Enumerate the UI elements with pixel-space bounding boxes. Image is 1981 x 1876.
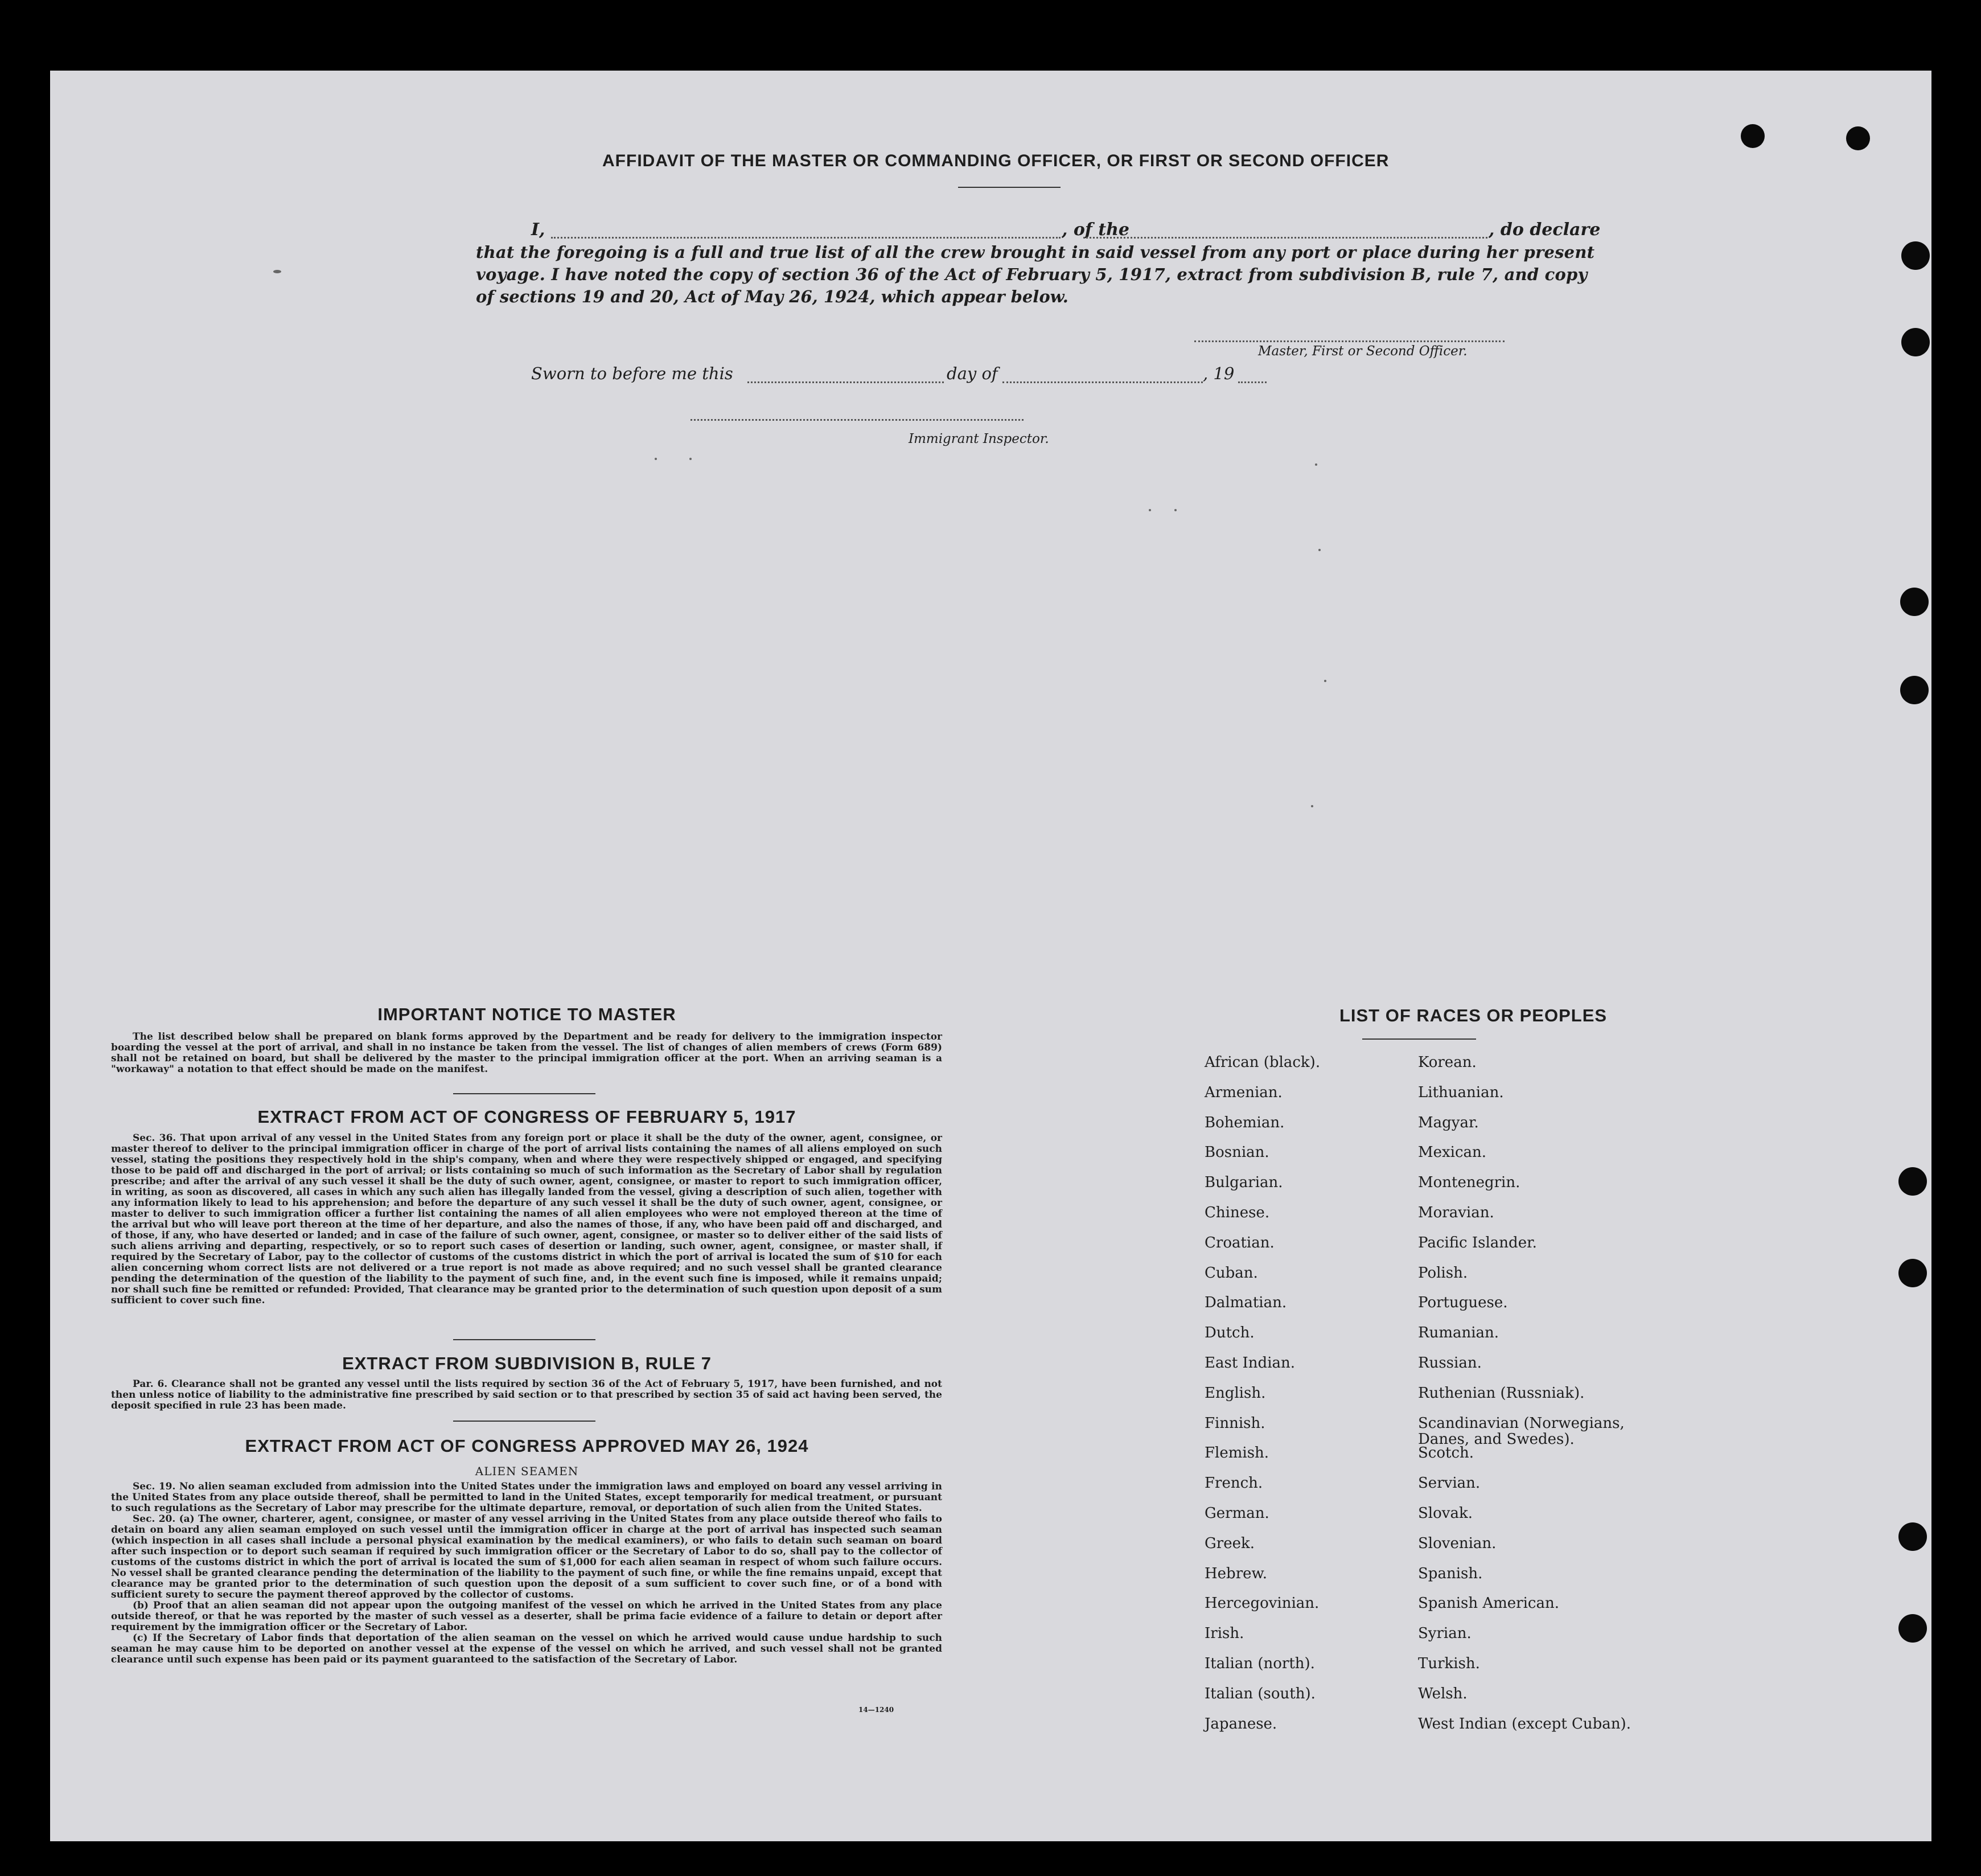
- race-item: Scandinavian (Norwegians, Danes, and Swedes).: [1418, 1415, 1625, 1448]
- year-blank[interactable]: [1238, 381, 1267, 383]
- race-item: Welsh.: [1418, 1685, 1468, 1702]
- races-rule: [1362, 1038, 1476, 1040]
- race-item: Spanish American.: [1418, 1595, 1560, 1612]
- binder-hole: [1898, 1167, 1927, 1196]
- affidavit-text-line4: of sections 19 and 20, Act of May 26, 1924, which appear below.: [476, 287, 1068, 306]
- binder-hole: [1900, 588, 1929, 616]
- affidavit-i-label: I,: [531, 220, 545, 240]
- notice-title: IMPORTANT NOTICE TO MASTER: [377, 1004, 676, 1024]
- extract-1917-title: EXTRACT FROM ACT OF CONGRESS OF FEBRUARY 5, 1917: [257, 1107, 796, 1127]
- race-item: Bulgarian.: [1205, 1174, 1283, 1191]
- affidavit-of-the-label: , of the: [1062, 220, 1130, 240]
- sworn-month-blank[interactable]: [1002, 381, 1203, 383]
- race-item: Pacific Islander.: [1418, 1234, 1537, 1251]
- sec20a-paragraph: Sec. 20. (a) The owner, charterer, agent, consignee, or master of any vessel arriving in the United States from any place outside thereof who fails to detain on board any alien seaman employed on such vessel until the immigration officer in charge at the port of arrival has inspected such seaman (which inspection in all cases shall include a personal physical examination by the medical examiners), or who fails to detain such seaman on board after such inspection or to deport such seaman if required by such immigration officer or the Secretary of Labor to do so, shall pay to the collector of customs of the customs district in which the port of arrival is located the sum of $1,000 for each alien seaman in respect of whom such failure occurs. No vessel shall be granted clearance pending the determination of the liability to the payment of such fine, or while the fine remains unpaid, except that clearance may be granted prior to the determination of such question upon the deposit of a sum sufficient to cover such fine, or of a bond with sufficient surety to secure the payment thereof approved by the collector of customs.: [111, 1513, 942, 1600]
- race-item: Hercegovinian.: [1205, 1595, 1320, 1612]
- race-item: Russian.: [1418, 1354, 1482, 1372]
- title-rule: [958, 187, 1061, 188]
- race-item: Ruthenian (Russniak).: [1418, 1385, 1585, 1402]
- race-item: Japanese.: [1205, 1715, 1277, 1733]
- speck: [1315, 463, 1317, 466]
- race-item: Montenegrin.: [1418, 1174, 1520, 1191]
- speck: [1174, 509, 1177, 511]
- race-item: Finnish.: [1205, 1415, 1265, 1432]
- race-item: Dalmatian.: [1205, 1294, 1287, 1311]
- race-item: Dutch.: [1205, 1324, 1255, 1341]
- binder-hole: [1901, 328, 1930, 356]
- binder-hole: [1898, 1522, 1927, 1551]
- form-page: [50, 71, 1931, 1841]
- race-item: Spanish.: [1418, 1565, 1483, 1582]
- race-item: East Indian.: [1205, 1354, 1296, 1372]
- extract-rule7-rule: [453, 1421, 595, 1422]
- race-item: Croatian.: [1205, 1234, 1275, 1251]
- race-item: Portuguese.: [1418, 1294, 1508, 1311]
- race-item: Cuban.: [1205, 1265, 1258, 1282]
- race-item: Mexican.: [1418, 1144, 1487, 1161]
- affidavit-declare-label: , do declare: [1489, 220, 1601, 240]
- day-of-label: day of: [947, 364, 998, 383]
- extract-1917-body: Sec. 36. That upon arrival of any vessel in the United States from any foreign port or place it shall be the duty of the owner, agent, consignee, or master thereof to deliver to the principal immigration officer in charge of the port of arrival lists containing the names of all aliens employed on such vessel, stating the positions they respectively hold in the ship's company, when and where they were respectively shipped or engaged, and specifying those to be paid off and discharged in the port of arrival; or lists containing so much of such information as the Secretary of Labor shall by regulation prescribe; and after the arrival of any such vessel it shall be the duty of such owner, agent, consignee, or master to report to such immigration officer, in writing, as soon as discovered, all cases in which any such alien has illegally landed from the vessel, giving a description of such alien, together with any information likely to lead to his apprehension; and before the departure of any such vessel it shall be the duty of such owner, agent, consignee, or master to deliver to such immigration officer a further list containing the names of all alien employees who were not employed thereon at the time of the arrival but who will leave port thereon at the time of her departure, and also the names of those, if any, who have been paid off and discharged, and of those, if any, who have deserted or landed; and in case of the failure of such owner, agent, consignee, or master so to deliver either of the said lists of such aliens arriving and departing, respectively, or so to report such cases of desertion or landing, such owner, agent, consignee, or master shall, if required by the Secretary of Labor, pay to the collector of customs of the customs district in which the port of arrival is located the sum of $10 for each alien concerning whom correct lists are not delivered or a true report is not made as above required; and no such vessel shall be granted clearance pending the determination of the question of the liability to the payment of such fine, and, in the event such fine is imposed, while it remains unpaid; nor shall such fine be remitted or refunded: Provided, That clearance may be granted prior to the determination of such question upon deposit of a sum sufficient to cover such fine.: [111, 1132, 942, 1306]
- race-item: Greek.: [1205, 1535, 1255, 1552]
- race-item: Irish.: [1205, 1625, 1244, 1642]
- sworn-day-blank[interactable]: [747, 381, 944, 383]
- speck: [1324, 680, 1326, 682]
- sec19-paragraph: Sec. 19. No alien seaman excluded from admission into the United States under the immigration laws and employed on board any vessel arriving in the United States from any place outside thereof, shall be permitted to land in the United States, except temporarily for medical treatment, or pursuant to such regulations as the Secretary of Labor may prescribe for the ultimate departure, removal, or deportation of such alien from the United States.: [111, 1481, 942, 1514]
- race-item: Scotch.: [1418, 1444, 1474, 1462]
- speck: [273, 270, 281, 273]
- race-item: Slovak.: [1418, 1505, 1473, 1522]
- race-item: Armenian.: [1205, 1084, 1283, 1101]
- binder-hole: [1741, 124, 1765, 148]
- extract-1924-title: EXTRACT FROM ACT OF CONGRESS APPROVED MAY 26, 1924: [245, 1436, 809, 1456]
- binder-hole: [1846, 126, 1870, 150]
- race-item: Korean.: [1418, 1054, 1477, 1071]
- race-item: Polish.: [1418, 1265, 1468, 1282]
- races-title: LIST OF RACES OR PEOPLES: [1339, 1005, 1608, 1025]
- race-item: Chinese.: [1205, 1204, 1270, 1221]
- binder-hole: [1901, 241, 1930, 270]
- race-item: French.: [1205, 1475, 1263, 1492]
- extract-1917-rule: [453, 1339, 595, 1340]
- race-item: Slovenian.: [1418, 1535, 1497, 1552]
- sec20c-paragraph: (c) If the Secretary of Labor finds that deportation of the alien seaman on the vessel on which he arrived would cause undue hardship to such seaman he may cause him to be deported on another vessel at the expense of the vessel on which he arrived, and such vessel shall not be granted clearance until such expense has been paid or its payment guaranteed to the satisfaction of the Secretary of Labor.: [111, 1632, 942, 1665]
- extract-1924-body: [111, 1481, 942, 1665]
- race-item: Bosnian.: [1205, 1144, 1269, 1161]
- race-item: German.: [1205, 1505, 1269, 1522]
- binder-hole: [1898, 1259, 1927, 1287]
- speck: [655, 458, 657, 460]
- race-item: English.: [1205, 1385, 1266, 1402]
- race-item: Turkish.: [1418, 1655, 1480, 1672]
- race-item: West Indian (except Cuban).: [1418, 1715, 1631, 1733]
- speck: [1318, 549, 1321, 551]
- binder-hole: [1898, 1614, 1927, 1643]
- race-item: Rumanian.: [1418, 1324, 1499, 1341]
- affidavit-text-line2: that the foregoing is a full and true list of all the crew brought in said vessel from any port or place during her present: [476, 243, 1595, 262]
- name-blank[interactable]: [551, 237, 1061, 239]
- speck: [1311, 805, 1313, 807]
- notice-rule: [453, 1093, 595, 1094]
- race-item: Lithuanian.: [1418, 1084, 1504, 1101]
- notice-body: The list described below shall be prepared on blank forms approved by the Department and be ready for delivery to the immigration inspector boarding the vessel at the port of arrival, and shall in no instance be taken from the vessel. The list of changes of alien members of crews (Form 689) shall not be retained on board, but shall be delivered by the master to the principal immigration officer at the port. When an arriving seaman is a "workaway" a notation to that effect should be made on the manifest.: [111, 1031, 942, 1075]
- race-item: African (black).: [1205, 1054, 1321, 1071]
- race-item: Servian.: [1418, 1475, 1481, 1492]
- race-item: Magyar.: [1418, 1114, 1479, 1131]
- extract-rule7-body: Par. 6. Clearance shall not be granted any vessel until the lists required by section 36 of the Act of February 5, 1917, have been furnished, and not then unless notice of liability to the administrative fine prescribed by said section or to that prescribed by section 35 of said act having been served, the deposit specified in rule 23 has been made.: [111, 1378, 942, 1411]
- race-item: Moravian.: [1418, 1204, 1494, 1221]
- sworn-label: Sworn to before me this: [531, 364, 733, 383]
- inspector-caption: Immigrant Inspector.: [909, 432, 1049, 446]
- form-number: 14—1240: [858, 1706, 894, 1714]
- race-item: Italian (south).: [1205, 1685, 1316, 1702]
- extract-1924-subtitle: ALIEN SEAMEN: [475, 1464, 579, 1478]
- extract-rule7-title: EXTRACT FROM SUBDIVISION B, RULE 7: [342, 1353, 712, 1373]
- race-item: Flemish.: [1205, 1444, 1269, 1462]
- year-label: , 19: [1203, 364, 1235, 383]
- affidavit-text-line3: voyage. I have noted the copy of section 36 of the Act of February 5, 1917, extract from subdivision B, rule 7, and copy: [476, 265, 1588, 284]
- inspector-signature-line[interactable]: [691, 419, 1024, 421]
- race-item: Bohemian.: [1205, 1114, 1285, 1131]
- race-item: Italian (north).: [1205, 1655, 1315, 1672]
- affidavit-title: AFFIDAVIT OF THE MASTER OR COMMANDING OFFICER, OR FIRST OR SECOND OFFICER: [602, 151, 1390, 170]
- master-caption: Master, First or Second Officer.: [1258, 344, 1468, 359]
- race-item: Syrian.: [1418, 1625, 1472, 1642]
- sec20b-paragraph: (b) Proof that an alien seaman did not appear upon the outgoing manifest of the vessel on which he arrived in the United States from any place outside thereof, or that he was reported by the master of such vessel as a deserter, shall be prima facie evidence of a failure to detain or deport after requirement by the immigration officer or the Secretary of Labor.: [111, 1600, 942, 1633]
- speck: [689, 458, 692, 460]
- speck: [1149, 509, 1151, 511]
- race-item: Hebrew.: [1205, 1565, 1267, 1582]
- vessel-blank[interactable]: [1083, 237, 1487, 239]
- binder-hole: [1900, 676, 1929, 704]
- master-signature-line[interactable]: [1194, 340, 1505, 342]
